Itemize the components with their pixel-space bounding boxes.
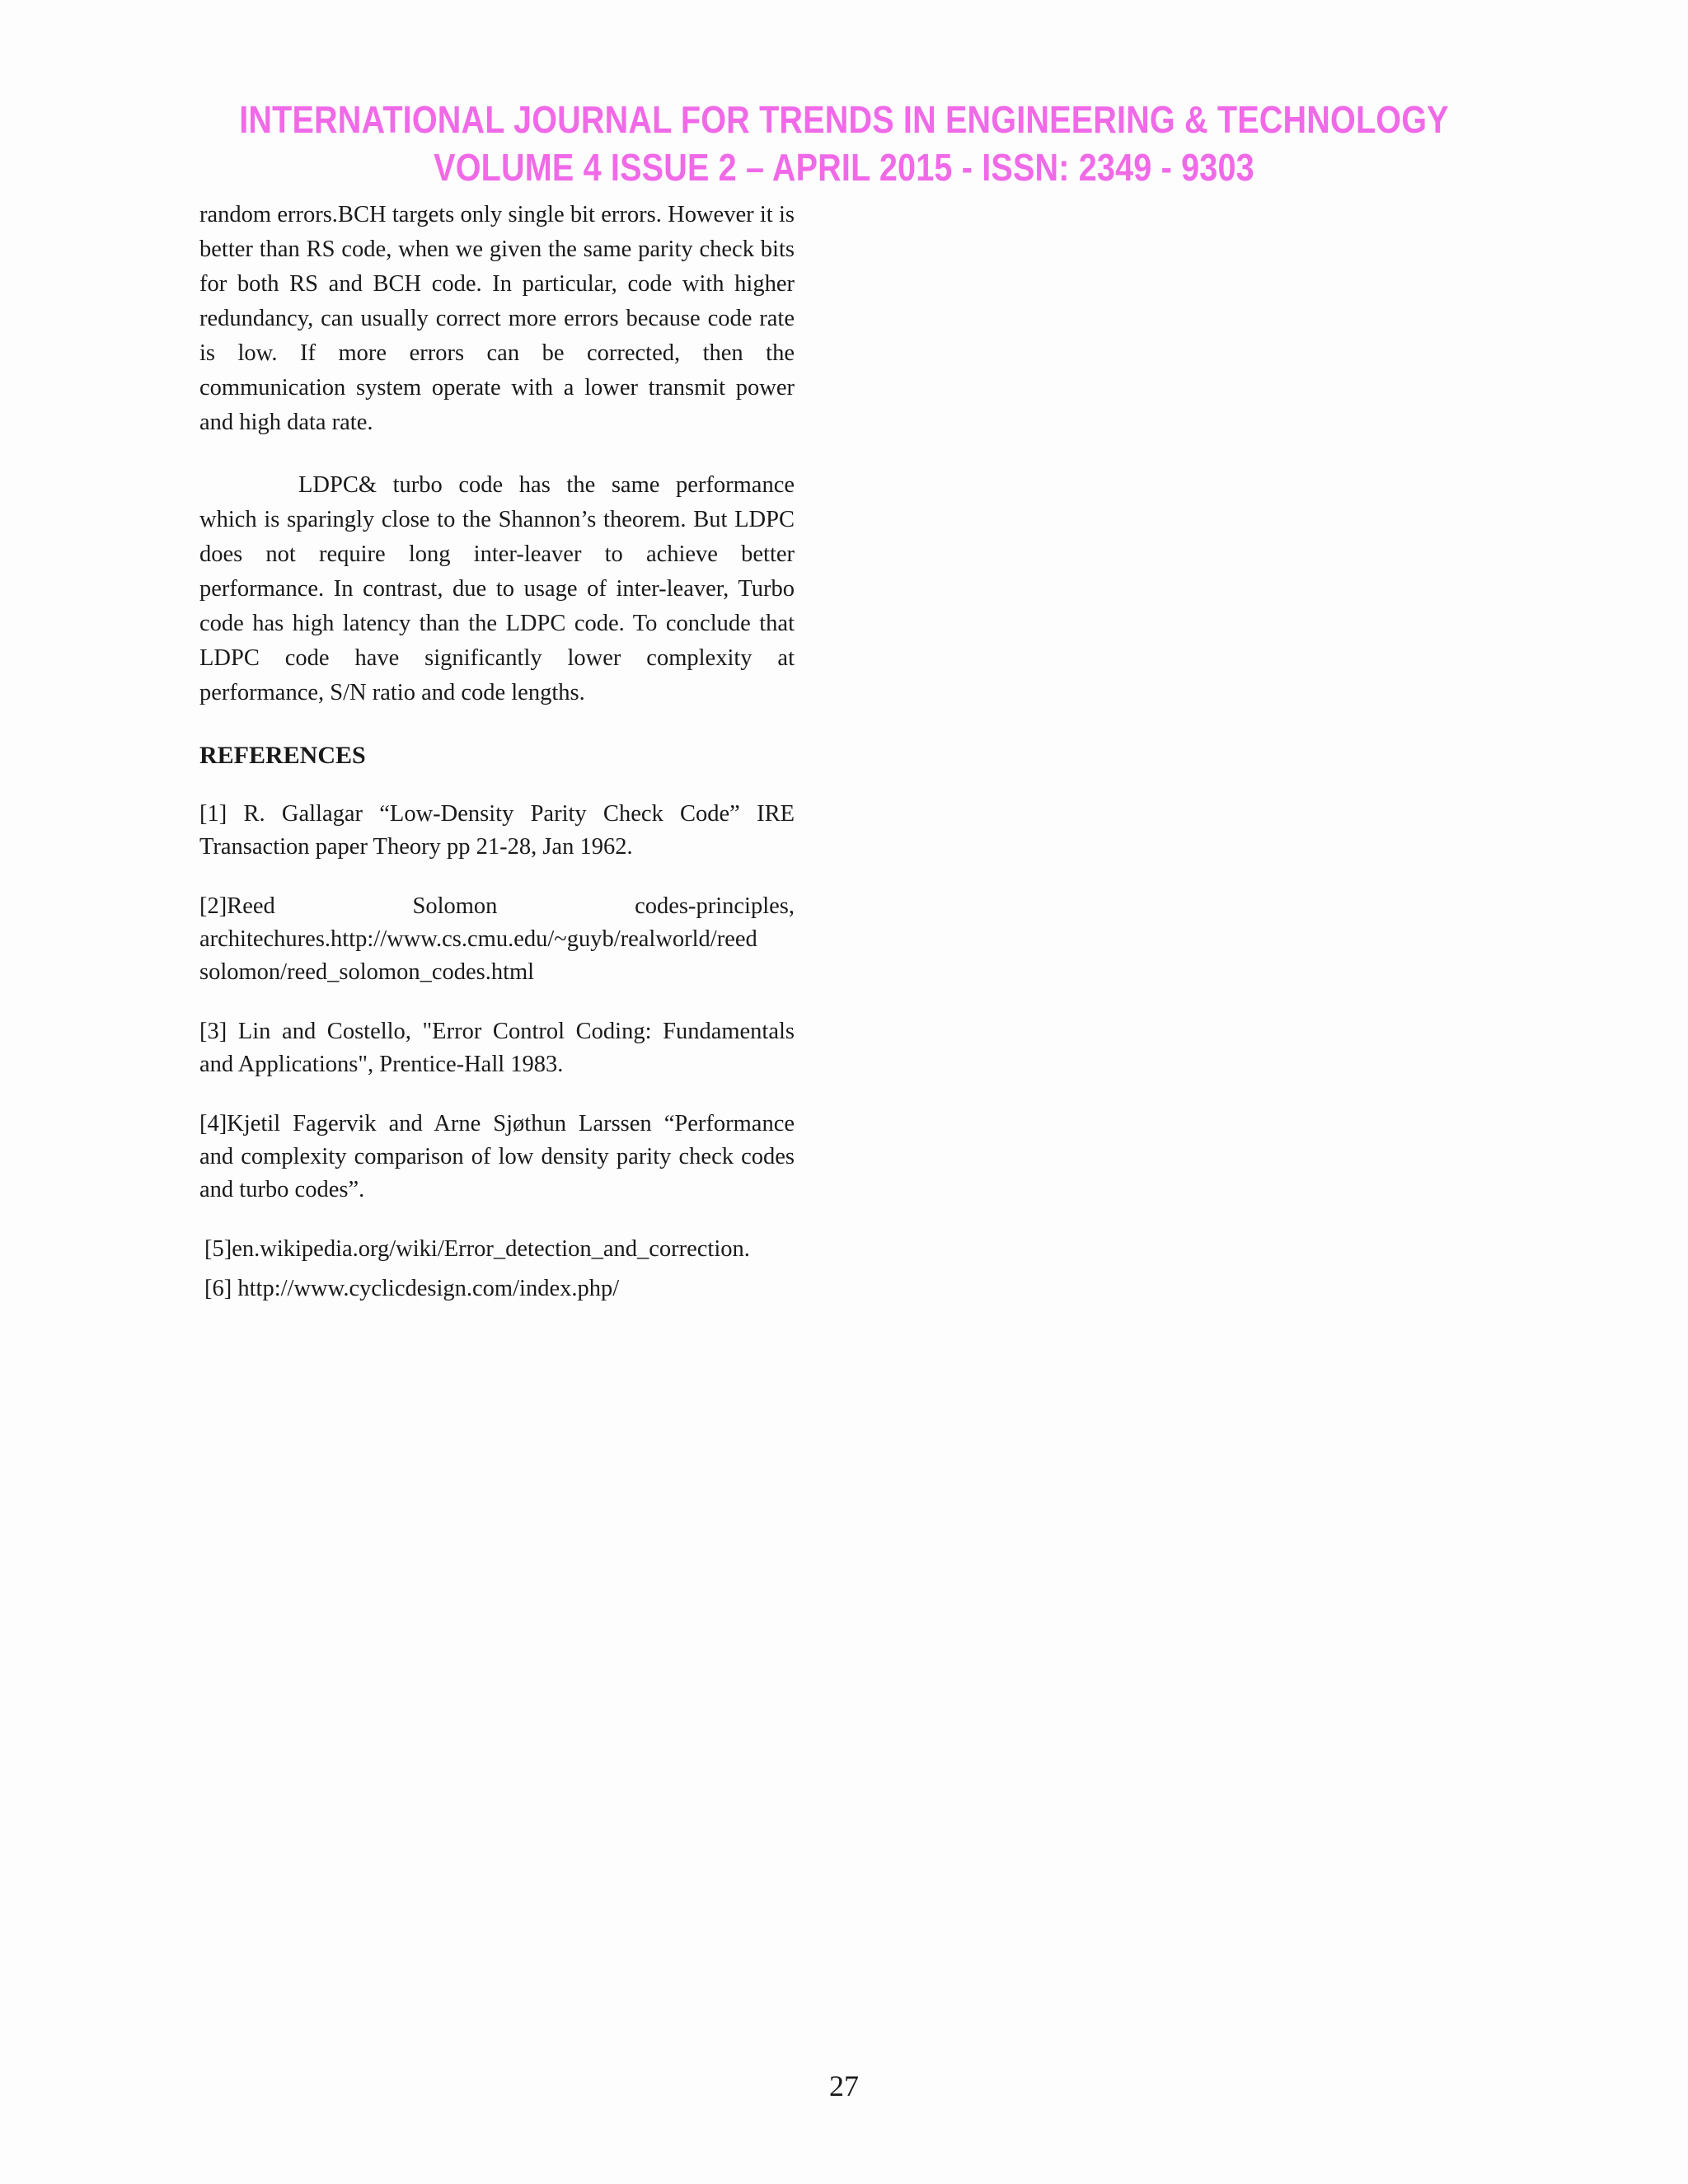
journal-title-header: INTERNATIONAL JOURNAL FOR TRENDS IN ENGINEERING & TECHNOLOGY (239, 98, 1449, 141)
reference-2-line-1: [2]Reed Solomon codes-principles, (199, 893, 795, 919)
body-paragraph-1: random errors.BCH targets only single bit errors. However it is better than RS code, when we given the same parity check bits for both RS and BCH code. In particular, code with higher redundancy, can usually correct more errors because code rate is low. If more errors can be corrected, then the communication system operate with a lower transmit power and high data rate. (199, 202, 795, 435)
references-heading: REFERENCES (199, 742, 366, 769)
reference-5: [5]en.wikipedia.org/wiki/Error_detection_and_correction. (204, 1236, 750, 1262)
volume-issue-header: VOLUME 4 ISSUE 2 – APRIL 2015 - ISSN: 2349 - 9303 (434, 146, 1254, 189)
reference-3: [3] Lin and Costello, "Error Control Coding: Fundamentals and Applications", Prentice-Hall 1983. (199, 1019, 795, 1077)
reference-2-line-2: architechures.http://www.cs.cmu.edu/~guyb/realworld/reed (199, 926, 757, 952)
reference-4: [4]Kjetil Fagervik and Arne Sjøthun Larssen “Performance and complexity comparison of low density parity check codes and turbo codes”. (199, 1111, 795, 1202)
reference-2-line-3: solomon/reed_solomon_codes.html (199, 959, 535, 985)
reference-6: [6] http://www.cyclicdesign.com/index.php/ (204, 1276, 620, 1301)
page-number: 27 (829, 2069, 859, 2102)
reference-2 (199, 890, 795, 989)
left-text-column (199, 198, 795, 1305)
body-paragraph-2: LDPC& turbo code has the same performance which is sparingly close to the Shannon’s theorem. But LDPC does not require long inter-leaver to achieve better performance. In contrast, due to usage of inter-leaver, Turbo code has high latency than the LDPC code. To conclude that LDPC code have significantly lower complexity at performance, S/N ratio and code lengths. (199, 472, 795, 705)
reference-1: [1] R. Gallagar “Low-Density Parity Check Code” IRE Transaction paper Theory pp 21-28, Jan 1962. (199, 801, 795, 860)
